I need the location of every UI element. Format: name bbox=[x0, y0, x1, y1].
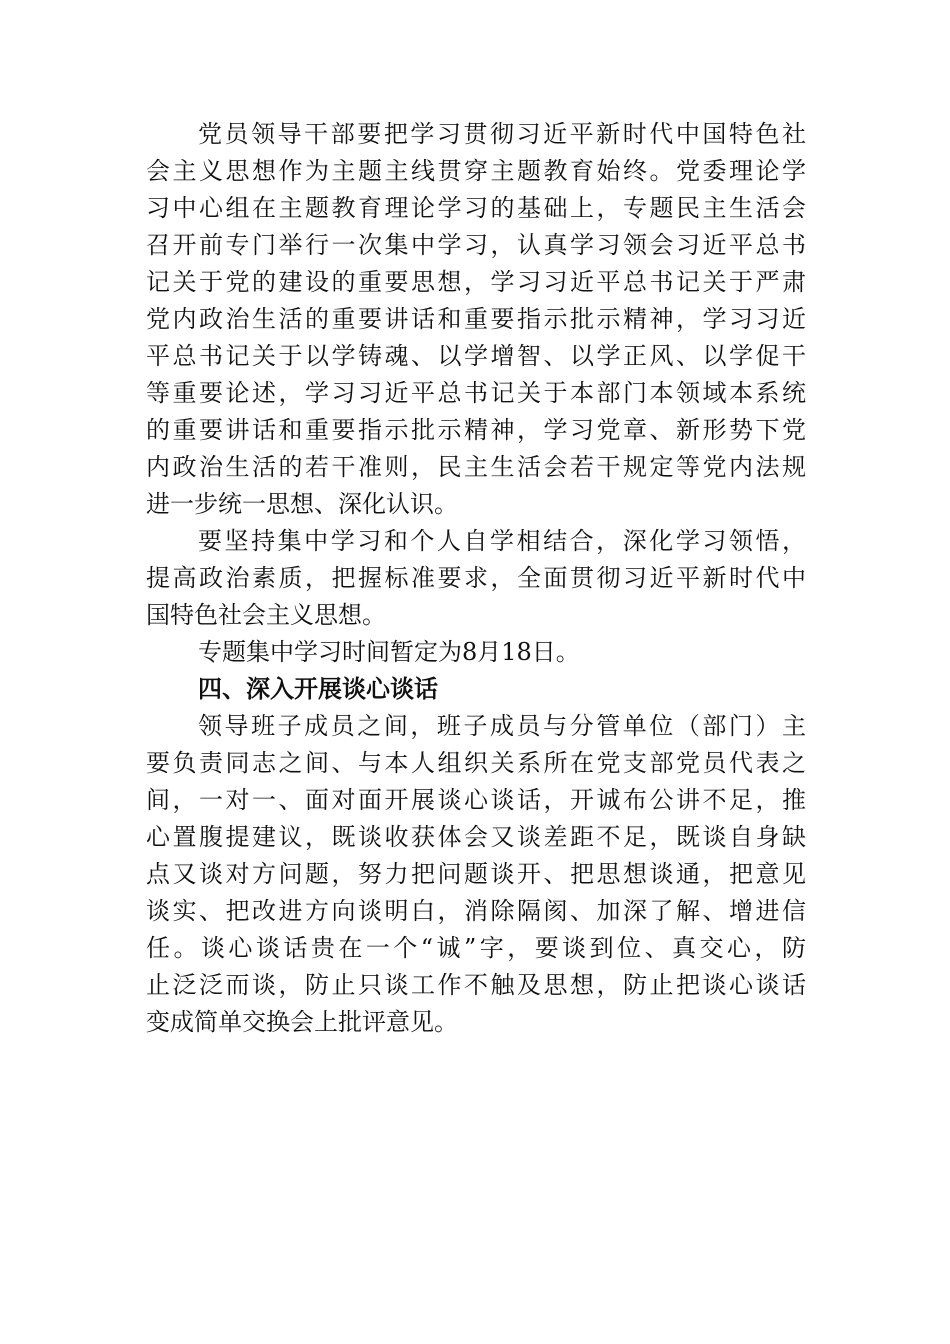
paragraph-line: 间，一对一、面对面开展谈心谈话，开诚布公讲不足，推 bbox=[146, 786, 806, 814]
paragraph-line: 点又谈对方问题，努力把问题谈开、把思想谈通，把意见 bbox=[146, 860, 806, 888]
paragraph-line: 提高政治素质，把握标准要求，全面贯彻习近平新时代中 bbox=[146, 564, 806, 592]
paragraph-line: 心置腹提建议，既谈收获体会又谈差距不足，既谈自身缺 bbox=[146, 823, 806, 851]
paragraph-line: 变成简单交换会上批评意见。 bbox=[146, 1008, 458, 1036]
section-heading-text: 四、深入开展谈心谈话 bbox=[198, 675, 438, 703]
paragraph-line: 党员领导干部要把学习贯彻习近平新时代中国特色社 bbox=[198, 120, 806, 148]
paragraph-line: 召开前专门举行一次集中学习，认真学习领会习近平总书 bbox=[146, 231, 806, 259]
paragraph-study-date bbox=[146, 634, 806, 671]
paragraph-line: 等重要论述，学习习近平总书记关于本部门本领域本系统 bbox=[146, 379, 806, 407]
paragraph-self-study bbox=[146, 523, 806, 634]
paragraph-line: 的重要讲话和重要指示批示精神，学习党章、新形势下党 bbox=[146, 416, 806, 444]
paragraph-line: 国特色社会主义思想。 bbox=[146, 601, 386, 629]
paragraph-line: 内政治生活的若干准则，民主生活会若干规定等党内法规 bbox=[146, 453, 806, 481]
paragraph-line: 谈实、把改进方向谈明白，消除隔阂、加深了解、增进信 bbox=[146, 897, 806, 925]
paragraph-line: 记关于党的建设的重要思想，学习习近平总书记关于严肃 bbox=[146, 268, 806, 296]
paragraph-heart-to-heart-talks bbox=[146, 708, 806, 1041]
paragraph-line: 进一步统一思想、深化认识。 bbox=[146, 490, 458, 518]
paragraph-line: 领导班子成员之间，班子成员与分管单位（部门）主 bbox=[198, 712, 806, 740]
paragraph-line: 平总书记关于以学铸魂、以学增智、以学正风、以学促干 bbox=[146, 342, 806, 370]
section-heading bbox=[146, 671, 806, 708]
paragraph-line: 任。谈心谈话贵在一个“诚”字，要谈到位、真交心，防 bbox=[146, 934, 806, 962]
paragraph-line: 习中心组在主题教育理论学习的基础上，专题民主生活会 bbox=[146, 194, 806, 222]
paragraph-line: 专题集中学习时间暂定为8月18日。 bbox=[198, 638, 580, 666]
paragraph-line: 止泛泛而谈，防止只谈工作不触及思想，防止把谈心谈话 bbox=[146, 971, 806, 999]
paragraph-line: 会主义思想作为主题主线贯穿主题教育始终。党委理论学 bbox=[146, 157, 806, 185]
paragraph-study-content bbox=[146, 116, 806, 523]
paragraph-line: 要负责同志之间、与本人组织关系所在党支部党员代表之 bbox=[146, 749, 806, 777]
paragraph-line: 党内政治生活的重要讲话和重要指示批示精神，学习习近 bbox=[146, 305, 806, 333]
document-body bbox=[146, 116, 806, 1041]
paragraph-line: 要坚持集中学习和个人自学相结合，深化学习领悟， bbox=[198, 527, 806, 555]
